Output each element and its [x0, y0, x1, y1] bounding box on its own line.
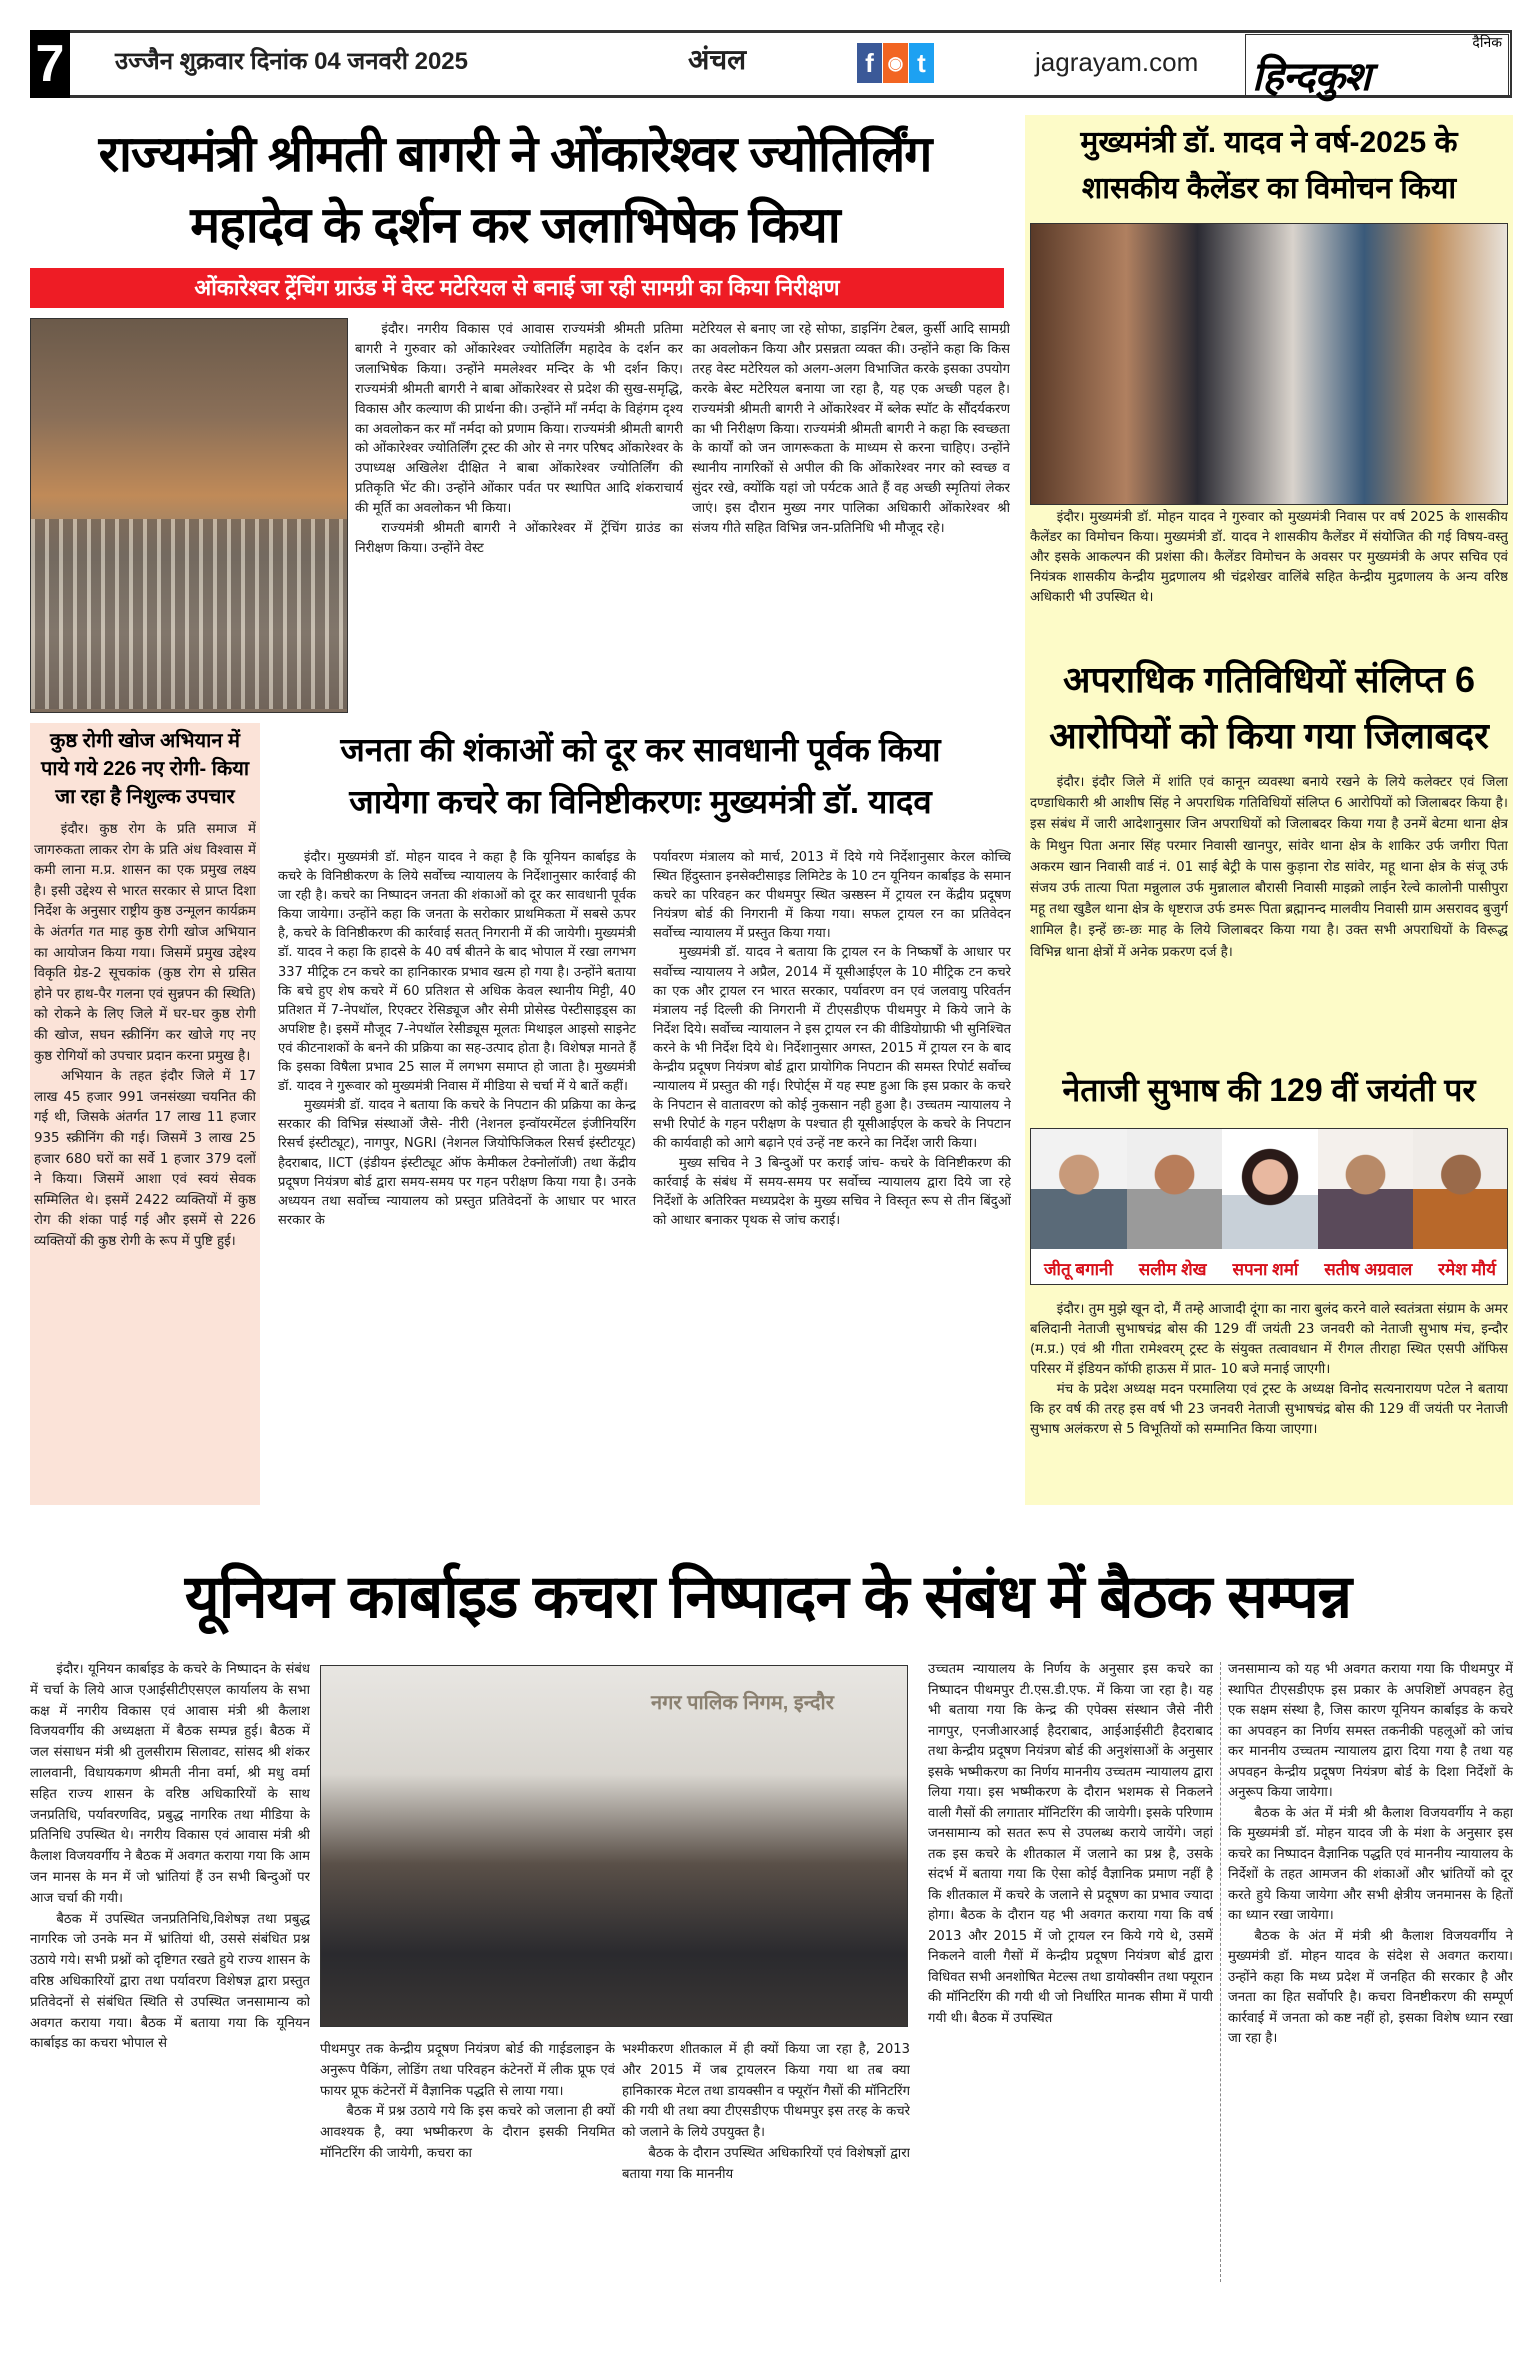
article-netaji: इंदौर। तुम मुझे खून दो, मैं तम्हे आजादी दूंगा का नारा बुलंद करने वाले स्वतंत्रता संग्राम के अमर बलिदानी नेताजी सुभाषचंद्र बोस की 129 वीं जयंती 23 जनवरी को नेताजी सुभाष मंच, इन्दौर (म.प्र.) एवं श्री गीता रामेश्वरम् ट्रस्ट के संयुक्त तत्वावधान में रीगल तीराहा स्थित एसपी ऑफिस परिसर में इंडियन कॉफी हाऊस में प्रात- 10 बजे मनाई जाएगी। मंच के प्रदेश अध्यक्ष मदन परमालिया एवं ट्रस्ट के अध्यक्ष विनोद सत्यनारायण पटेल ने बताया कि हर वर्ष की तरह इस वर्ष भी 23 जनवरी नेताजी सुभाषचंद्र बोस की 129 वीं जयंती पर नेताजी सुभाष अलंकरण से 5 विभूतियों को सम्मानित किया जाएगा। — [1030, 1302, 1508, 1437]
subhead-banner: ओंकारेश्वर ट्रेंचिंग ग्राउंड में वेस्ट मटेरियल से बनाई जा रही सामग्री का किया निरीक्षण — [30, 268, 1004, 308]
photo-meeting — [320, 1665, 908, 2027]
photo-calendar-release — [1030, 223, 1508, 505]
article-waste-col2: पर्यावरण मंत्रालय को मार्च, 2013 में दिये गये निर्देशानुसार केरल कोच्चि स्थित हिंदुस्तान इनसेक्टीसाइड लिमिटेड के 10 टन यूनियन कार्बाइड के समान कचरे का परिवहन कर पीथमपुर स्थित ञ्रस्ष्ठस्न में ट्रायल रन केंद्रीय प्रदूषण नियंत्रण बोर्ड की निगरानी में किया गया। सफल ट्रायल रन का प्रतिवेदन सर्वोच्च न्यायालय में प्रस्तुत किया गया। मुख्यमंत्री डॉ. यादव ने बताया कि ट्रायल रन के निष्कर्षों के आधार पर सर्वोच्च न्यायालय ने अप्रैल, 2014 में यूसीआईएल के 10 मीट्रिक टन कचरे का एक और ट्रायल रन भारत सरकार, पर्यावरण वन एवं जलवायु परिवर्तन मंत्रालय नई दिल्ली की निगरानी में टीएसडीएफ पीथमपुर मे किये जाने के निर्देश दिये। सर्वोच्च न्यायालन ने इस ट्रायल रन की वीडियोग्राफी भी सुनिश्चित करने के भी निर्देश दिये थे। निर्देशानुसार अगस्त, 2015 में ट्रायल रन के बाद केन्द्रीय प्रदूषण नियंत्रण बोर्ड द्वारा प्रायोगिक निपटान की समस्त रिपोर्ट सर्वोच्च न्यायालय में प्रस्तुत की गई। रिपोर्ट्स में यह स्पष्ट हुआ कि इस प्रकार के कचरे के निपटान से वातावरण को कोई नुकसान नही हुआ है। उच्चतम न्यायालय ने सभी रिपोर्ट के गहन परीक्षण के पश्चात ही यूसीआईएल के कचरे के निपटान की कार्यवाही को आगे बढ़ाने एवं उन्हें नष्ट करने का निर्देश जारी किया। मुख्य सचिव ने 3 बिन्दुओं पर कराई जांच- कचरे के विनिष्टीकरण की कार्रवाई के संबंध में समय-समय पर सर्वोच्च न्यायालय द्वारा दिये जा रहे निर्देशों के अतिरिक्त मध्यप्रदेश के मुख्य सचिव ने विस्तृत रूप से तीन बिंदुओं को आधार बनाकर पृथक से जांच कराई। — [653, 850, 1011, 1228]
photo-netaji-honorees — [1030, 1128, 1508, 1285]
logo-name: हिन्दकुश — [1252, 54, 1371, 99]
honoree-name: सलीम शेख — [1138, 1259, 1207, 1279]
dateline: उज्जैन शुक्रवार दिनांक 04 जनवरी 2025 — [115, 48, 468, 75]
section-name: अंचल — [688, 44, 747, 75]
article-meeting-col5: जनसामान्य को यह भी अवगत कराया गया कि पीथमपुर में स्थापित टीएसडीएफ इस प्रकार के अपशिष्टों अपवहन हेतु एक सक्षम संस्था है, जिस कारण यूनियन कार्बाइड के कचरे का अपवहन का निर्णय समस्त तकनीकी पहलूओं को जांच कर माननीय उच्चतम न्यायालय द्वारा दिया गया है तथा यह अपवहन केन्द्रीय प्रदूषण नियंत्रण बोर्ड के दिशा निर्देशों के अनुरूप किया जायेगा। बैठक के अंत में मंत्री श्री कैलाश विजयवर्गीय ने कहा कि मुख्यमंत्री डॉ. मोहन यादव जी के मंशा के अनुसार इस कचरे का निष्पादन वैज्ञानिक पद्धति एवं माननीय न्यायालय के निर्देशों के तहत आमजन की शंकाओं और भ्रांतियों को दूर करते हुये किया जायेगा और सभी क्षेत्रीय जनमानस के हितों का ध्यान रखा जायेगा। बैठक के अंत में मंत्री श्री कैलाश विजयवर्गीय ने मुख्यमंत्री डॉ. मोहन यादव के संदेश से अवगत कराया। उन्होंने कहा कि मध्य प्रदेश में जनहित की सरकार है और जनता का हित सर्वोपरि है। कचरा विनष्टीकरण की सम्पूर्ण कार्रवाई में जनता को कष्ट नहीं हो, इसका विशेष ध्यान रखा जा रहा है। — [1228, 1662, 1513, 2046]
article-waste-col1: इंदौर। मुख्यमंत्री डॉ. मोहन यादव ने कहा है कि यूनियन कार्बाइड के कचरे के विनिष्ठीकरण के लिये सर्वोच्च न्यायालय के निर्देशानुसार कार्रवाई की जा रही है। कचरे का निष्पादन जनता की शंकाओं को दूर कर सावधानी पूर्वक किया जायेगा। उन्होंने कहा कि जनता के सरोकार प्राथमिकता में सबसे ऊपर है, कचरे के विनिष्ठीकरण की कार्रवाई सतत् निगरानी में की जायेगी। मुख्यमंत्री डॉ. यादव ने कहा कि हादसे के 40 वर्ष बीतने के बाद भोपाल में रखा लगभग 337 मीट्रिक टन कचरे का हानिकारक प्रभाव खत्म हो गया है। उन्होंने बताया कि बचे हुए शेष कचरे में 60 प्रतिशत से अधिक केवल स्थानीय मिट्टी, 40 प्रतिशत में 7-नेपथॉल, रिएक्टर रेसिड्यूज और सेमी प्रोसेस्ड पेस्टीसाइड्स का अपशिष्ट है। इसमें मौजूद 7-नेपथॉल रेसीड्यूस मूलतः मिथाइल आइसो साइनेट एवं कीटनाशकों के बनने की प्रक्रिया का सह-उत्पाद होता है। विशेषज्ञ मानते हैं कि इसका विषैला प्रभाव 25 साल में लगभग समाप्त हो जाता है। मुख्यमंत्री डॉ. यादव ने गुरूवार को मुख्यमंत्री निवास में मीडिया से चर्चा में ये बातें कहीं। मुख्यमंत्री डॉ. यादव ने बताया कि कचरे के निपटान की प्रक्रिया का केन्द्र सरकार की विभिन्न संस्थाओं जैसे- नीरी (नेशनल इन्वॉयरमेंटल इंजीनियरिंग रिसर्च इंस्टीट्यूट), नागपुर, NGRI (नेशनल जियोफिजिकल रिसर्च इंस्टीटयूट) हैदराबाद, IICT (इंडीयन इंस्टीट्यूट ऑफ केमीकल टेक्नोलॉजी) तथा केंद्रीय प्रदूषण नियंत्रण बोर्ड द्वारा समय-समय पर गहन परीक्षण किया गया है। उनके अध्ययन तथा सर्वोच्च न्यायालय को प्रस्तुत प्रतिवेदनों के आधार पर भारत सरकार के — [278, 850, 636, 1228]
honoree-name: रमेश मौर्य — [1438, 1259, 1497, 1279]
newspaper-logo — [1245, 34, 1509, 99]
headline-netaji: नेताजी सुभाष की 129 वीं जयंती पर — [1062, 1072, 1476, 1108]
photo-jalabhishek — [30, 318, 348, 713]
rss-icon[interactable]: ◉ — [883, 43, 908, 83]
headline-leprosy: कुष्ठ रोगी खोज अभियान में पाये गये 226 नए रोगी- किया जा रहा है निशुल्क उपचार — [40, 730, 250, 808]
headline-crime-line2: आरोपियों को किया गया जिलाबदर — [1049, 715, 1489, 756]
headline-meeting: यूनियन कार्बाइड कचरा निष्पादन के संबंध में बैठक सम्पन्न — [184, 1563, 1352, 1630]
article-meeting-col2: पीथमपुर तक केन्द्रीय प्रदूषण नियंत्रण बोर्ड की गाईडलाइन के अनुरूप पैकिंग, लोडिंग तथा परिवहन कंटेनरों में लीक प्रूफ एवं फायर प्रूफ कंटेनरों में वैज्ञानिक पद्धति से लाया गया। बैठक में प्रश्न उठाये गये कि इस कचरे को जलाना ही क्यों आवश्यक है, क्या भष्मीकरण के दौरान इसकी नियमित मॉनिटरिंग की जायेगी, कचरा का — [320, 2042, 615, 2161]
twitter-icon[interactable]: t — [909, 43, 934, 83]
headline-crime-line1: अपराधिक गतिविधियों संलिप्त 6 — [1063, 659, 1475, 700]
article-meeting-col3: भश्मीकरण शीतकाल में ही क्यों किया जा रहा है, 2013 और 2015 में जब ट्रायलरन किया गया था तब क्या हानिकारक मेटल तथा डायक्सीन व फ्यूरॉन गैसों की मॉनिटरिंग की गयी थी तथा क्या टीएसडीएफ पीथमपुर इस तरह के कचरे को जलाने के लिये उपयुक्त है। बैठक के दौरान उपस्थित अधिकारियों एवं विशेषज्ञों द्वारा बताया गया कि माननीय — [622, 2042, 910, 2182]
photo-sign-text: नगर पालिक निगम, इन्दौर — [651, 1692, 834, 1714]
article-calendar: इंदौर। मुख्यमंत्री डॉ. मोहन यादव ने गुरुवार को मुख्यमंत्री निवास पर वर्ष 2025 के शासकीय कैलेंडर का विमोचन किया। मुख्यमंत्री डॉ. यादव ने शासकीय कैलेंडर में संयोजित की गई विषय-वस्तु और इसके आकल्पन की प्रशंसा की। कैलेंडर विमोचन के अवसर पर मुख्यमंत्री के अपर सचिव एवं नियंत्रक शासकीय केन्द्रीय मुद्रणालय श्री चंद्रशेखर वालिंबे सहित केन्द्रीय मुद्रणालय के अन्य वरिष्ठ अधिकारी भी उपस्थित थे। — [1030, 510, 1508, 605]
article-bagri-col1: इंदौर। नगरीय विकास एवं आवास राज्यमंत्री श्रीमती प्रतिमा बागरी ने गुरुवार को ओंकारेश्वर ज्योतिर्लिंग महादेव के दर्शन कर जलाभिषेक किया। उन्होंने ममलेश्वर मन्दिर के भी दर्शन किए। राज्यमंत्री श्रीमती बागरी ने बाबा ओंकारेश्वर से प्रदेश की सुख-समृद्धि, विकास और कल्याण की प्रार्थना की। उन्होंने माँ नर्मदा के विहंगम दृश्य का अवलोकन कर माँ नर्मदा को प्रणाम किया। राज्यमंत्री श्रीमती बागरी को ओंकारेश्वर ज्योतिर्लिंग ट्रस्ट की ओर से नगर परिषद ओंकारेश्वर के उपाध्यक्ष अखिलेश दीक्षित ने बाबा ओंकारेश्वर ज्योतिर्लिंग की प्रतिकृति भेंट की। उन्होंने ओंकार पर्वत पर स्थापित आदि शंकराचार्य की मूर्ति का अवलोकन भी किया। राज्यमंत्री श्रीमती बागरी ने ओंकारेश्वर में ट्रेंचिंग ग्राउंड का निरीक्षण किया। उन्होंने वेस्ट — [355, 322, 683, 556]
page-number: 7 — [30, 30, 70, 98]
headline-calendar-line1: मुख्यमंत्री डॉ. यादव ने वर्ष-2025 के — [1080, 126, 1458, 159]
honoree-name: सतीष अग्रवाल — [1324, 1259, 1413, 1279]
headline-calendar-line2: शासकीय कैलेंडर का विमोचन किया — [1081, 172, 1457, 205]
article-crime: इंदौर। इंदौर जिले में शांति एवं कानून व्यवस्था बनाये रखने के लिये कलेक्टर एवं जिला दण्डाधिकारी श्री आशीष सिंह ने अपराधिक गतिविधियों संलिप्त 6 आरोपियों को जिलाबदर किया है। इस संबंध में जारी आदेशानुसार जिन अपराधियों को जिलाबदर किया गया है उनमें बेटमा थाना क्षेत्र के मिथुन पिता अनार सिंह परमार निवासी खानपुर, सांवेर थाना क्षेत्र के शाकिर उर्फ जगीरा पिता अकरम खान निवासी वार्ड नं. 01 साई बेट्री के पास कुड़ाना रोड सांवेर, महू थाना क्षेत्र के संजू उर्फ संजय उर्फ तात्या पिता मन्नुलाल उर्फ मुन्नालाल बौरासी निवासी माइक्रो लाईन रेल्वे कालोनी पासीपुरा महू तथा खुडैल थाना क्षेत्र के धृष्टराज उर्फ डमरू पिता ब्रह्मानन्द मालवीय निवासी ग्राम असरावद बुजुर्ग शामिल है। इन्हें छः-छः माह के लिये जिलाबदर किया गया है। उक्त सभी अपराधियों के विरूद्ध विभिन्न थाना क्षेत्रों में अनेक प्रकरण दर्ज है। — [1030, 775, 1508, 960]
article-meeting-col1: इंदौर। यूनियन कार्बाइड के कचरे के निष्पादन के संबंध में चर्चा के लिये आज एआईसीटीएसएल कार्यालय के सभा कक्ष में नगरीय विकास एवं आवास मंत्री श्री कैलाश विजयवर्गीय की अध्यक्षता में बैठक सम्पन्न हुई। बैठक में जल संसाधन मंत्री श्री तुलसीराम सिलावट, सांसद श्री शंकर लालवानी, विधायकगण श्रीमती नीना वर्मा, श्री मधु वर्मा सहित राज्य शासन के वरिष्ठ अधिकारियों के साथ जनप्रतिधि, पर्यावरणविद, प्रबुद्ध नागरिक तथा मीडिया के प्रतिनिधि उपस्थित थे। नगरीय विकास एवं आवास मंत्री श्री कैलाश विजयवर्गीय ने बैठक में अवगत कराया गया कि आम जन मानस के मन में जो भ्रांतियां हैं उन सभी बिन्दुओं पर आज चर्चा की गयी। बैठक में उपस्थित जनप्रतिनिधि,विशेषज्ञ तथा प्रबुद्ध नागरिक जो उनके मन में भ्रांतियां थी, उससे संबंधित प्रश्न उठाये गये। सभी प्रश्नों को दृष्टिगत रखते हुये राज्य शासन के वरिष्ठ अधिकारियों द्वारा तथा पर्यावरण विशेषज्ञ द्वारा प्रस्तुत प्रतिवेदनों से संबंधित स्थिति से उपस्थित जनसामान्य को अवगत कराया गया। बैठक में बताया गया कि यूनियन कार्बाइड का कचरा भोपाल से — [30, 1662, 310, 2052]
facebook-icon[interactable]: f — [857, 43, 882, 83]
headline-bagri-line2: महादेव के दर्शन कर जलाभिषेक किया — [190, 197, 840, 253]
article-bagri-col2: मटेरियल से बनाए जा रहे सोफा, डाइनिंग टेबल, कुर्सी आदि सामग्री का अवलोकन किया और प्रसन्नता व्यक्त की। उन्होंने कहा कि किस तरह वेस्ट मटेरियल को अलग-अलग विभाजित करके इसका उपयोग करके बेस्ट मटेरियल बनाया जा रहा है, यह एक अच्छी पहल है। राज्यमंत्री श्रीमती बागरी ने ओंकारेश्वर में ब्लेक स्पॉट के सौंदर्यकरण का भी निरीक्षण किया। राज्यमंत्री श्रीमती बागरी ने कहा कि स्वच्छता के कार्यों को जन जागरूकता के माध्यम से करना चाहिए। उन्होंने स्थानीय नागरिकों से अपील की कि ओंकारेश्वर नगर को स्वच्छ व सुंदर रखे, क्योंकि यहां जो पर्यटक आते हैं वह अच्छी स्मृतियां लेकर जाएं। इस दौरान मुख्य नगर पालिका अधिकारी ओंकारेश्वर श्री संजय गीते सहित विभिन्न जन-प्रतिनिधि भी मौजूद रहे। — [692, 322, 1010, 537]
headline-bagri-line1: राज्यमंत्री श्रीमती बागरी ने ओंकारेश्वर ज्योतिर्लिंग — [98, 126, 932, 182]
website-link[interactable]: jagrayam.com — [1035, 47, 1199, 77]
honoree-name: जीतू बगानी — [1043, 1259, 1113, 1279]
headline-waste-line2: जायेगा कचरे का विनिष्टीकरणः मुख्यमंत्री डॉ. यादव — [349, 783, 932, 820]
headline-waste-line1: जनता की शंकाओं को दूर कर सावधानी पूर्वक किया — [340, 731, 941, 768]
article-leprosy: इंदौर। कुष्ठ रोग के प्रति समाज में जागरुकता लाकर रोग के प्रति अंध विश्वास में कमी लाना म.प्र. शासन का एक प्रमुख लक्ष्य है। इसी उद्देश्य से भारत सरकार से प्राप्त दिशा निर्देश के अनुसार राष्ट्रीय कुष्ठ उन्मूलन कार्यक्रम के अंतर्गत गत माह कुष्ठ रोगी खोज अभियान का आयोजन किया गया। जिसमें प्रमुख उद्देश्य विकृति ग्रेड-2 सूचकांक (कुष्ठ रोग से ग्रसित होने पर हाथ-पैर गलना एवं सुन्नपन की स्थिति) को रोकने के लिए जिले में घर-घर कुष्ठ रोगी की खोज, सघन स्क्रीनिंग कर खोजे गए नए कुष्ठ रोगियों को उपचार प्रदान करना प्रमुख है। अभियान के तहत इंदौर जिले में 17 लाख 45 हजार 991 जनसंख्या चयनित की गई थी, जिसके अंतर्गत 17 लाख 11 हजार 935 स्क्रीनिंग की गई। जिसमें 3 लाख 25 हजार 680 घरों का सर्वे 1 हजार 379 दलों ने किया। जिसमें आशा एवं स्वयं सेवक सम्मिलित थे। इसमें 2422 व्यक्तियों में कुष्ठ रोग की शंका पाई गई और इसमें से 226 व्यक्तियों की कुष्ठ रोगी के रूप में पुष्टि हुई। — [34, 822, 256, 1249]
logo-tagline: दैनिक — [1472, 35, 1502, 51]
article-meeting-col4: उच्चतम न्यायालय के निर्णय के अनुसार इस कचरे का निष्पादन पीथमपुर टी.एस.डी.एफ. में किया जा रहा है। यह भी बताया गया कि केन्द्र की एपेक्स संस्थान जैसे नीरी नागपुर, एनजीआरआई हैदराबाद, आईआईसीटी हैदराबाद तथा केन्द्रीय प्रदूषण नियंत्रण बोर्ड की अनुशंसाओं के अनुसार इसके भष्मीकरण का निर्णय माननीय उच्चतम न्यायालय द्वारा लिया गया। इस भष्मीकरण के दौरान भशमक से निकलने वाली गैसों की लगातार मॉनिटरिंग की जायेगी। इसके परिणाम जनसामान्य को सतत रूप से उपलब्ध कराये जायेंगे। जहां तक इस कचरे के शीतकाल में जलाने का प्रश्न है, उसके संदर्भ में बताया गया कि ऐसा कोई वैज्ञानिक प्रमाण नहीं है कि शीतकाल में कचरे के जलाने से प्रदूषण का प्रभाव ज्यादा होगा। बैठक के दौरान यह भी अवगत कराया गया कि वर्ष 2013 और 2015 में जो ट्रायल रन किये गये थे, उसमें निकलने वाली गैसों में केन्द्रीय प्रदूषण नियंत्रण बोर्ड द्वारा विधिवत सभी अनशोषित मेटल्स तथा डायोक्सीन तथा फ्यूरान की मॉनिटरिंग की गयी थी जो निर्धारित मानक सीमा में पायी गयी थी। बैठक में उपस्थित — [928, 1662, 1213, 2026]
column-divider — [1220, 1662, 1221, 2282]
honoree-name: सपना शर्मा — [1232, 1259, 1299, 1279]
